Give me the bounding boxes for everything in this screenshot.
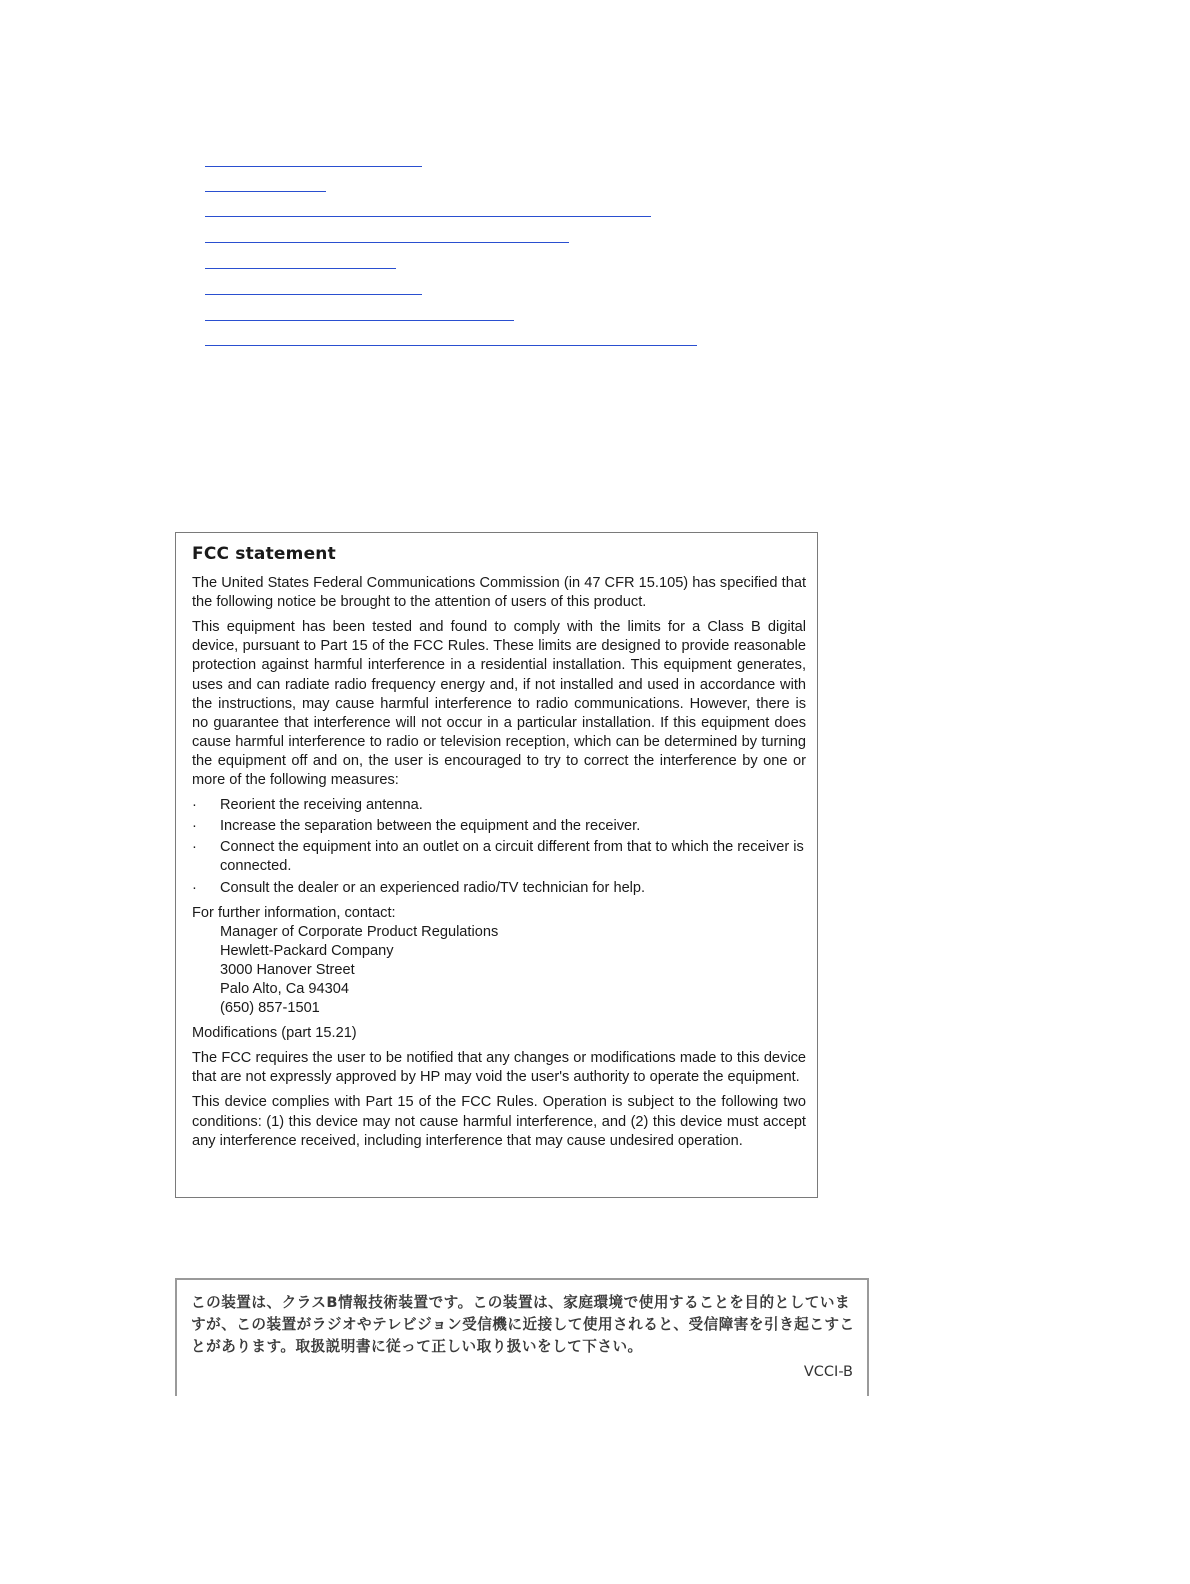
bullet: · [192,839,197,856]
vcci-notice-box [175,1278,869,1396]
link-line-2[interactable] [205,191,326,192]
link-line-1[interactable] [205,166,422,167]
bullet: · [192,797,197,814]
link-line-3[interactable] [205,216,651,217]
bullet: · [192,818,197,835]
fcc-measure-item: · Connect the equipment into an outlet on a circuit different from that to which the receiver is connected. [192,839,804,875]
fcc-body: This equipment has been tested and found to comply with the limits for a Class B digital device, pursuant to Part 15 of the FCC Rules. These limits are designed to provide reasonable protection against harmful interference in a residential installation. This equipment generates, uses and can radiate radio frequency energy and, if not installed and used in accordance with the instructions, may cause harmful interference to radio communications. However, there is no guarantee that interference will not occur in a particular installation. If this equipment does cause harmful interference to radio or television reception, which can be determined by turning the equipment off and on, the user is encouraged to try to correct the interference by one or more of the following measures: [192,619,806,789]
link-line-4[interactable] [205,242,569,243]
fcc-measure-item: · Increase the separation between the equipment and the receiver. [192,817,806,836]
contact-line: 3000 Hanover Street [220,961,355,978]
fcc-statement-box [175,532,818,1198]
fcc-measure-item: · Reorient the receiving antenna. [192,796,806,815]
vcci-notice-text: この装置は、クラスB情報技術装置です。この装置は、家庭環境で使用することを目的としていますが、この装置がラジオやテレビジョン受信機に近接して使用されると、受信障害を引き起こすことがあります。取扱説明書に従って正しい取り扱いをして下さい。 [191,1294,855,1355]
contact-line: Manager of Corporate Product Regulations [220,923,499,940]
contact-line: (650) 857-1501 [220,1000,320,1017]
contact-line: Hewlett-Packard Company [220,942,394,959]
fcc-contact-block [220,923,806,1018]
vcci-label: VCCI-B [803,1364,853,1380]
fcc-measures-list [192,796,806,897]
fcc-contact-heading: For further information, contact: [192,904,396,921]
bullet: · [192,879,197,896]
fcc-statement-content [192,545,806,1157]
contact-line: Palo Alto, Ca 94304 [220,980,350,997]
link-line-8[interactable] [205,345,697,346]
link-line-7[interactable] [205,320,514,321]
link-line-6[interactable] [205,294,422,295]
fcc-modifications-text: The FCC requires the user to be notified that any changes or modifications made to this device that are not expressly approved by HP may void the user's authority to operate the equipment. [192,1050,806,1086]
link-line-5[interactable] [205,268,396,269]
fcc-measure-item: · Consult the dealer or an experienced radio/TV technician for help. [192,879,806,898]
fcc-modifications-heading: Modifications (part 15.21) [192,1025,357,1042]
fcc-compliance-text: This device complies with Part 15 of the FCC Rules. Operation is subject to the following two conditions: (1) this device may not cause harmful interference, and (2) this device must accept any interference received, including interference that may cause undesired operation. [192,1094,806,1149]
fcc-intro: The United States Federal Communications Commission (in 47 CFR 15.105) has specified that the following notice be brought to the attention of users of this product. [192,575,806,611]
fcc-title: FCC statement [192,544,336,564]
